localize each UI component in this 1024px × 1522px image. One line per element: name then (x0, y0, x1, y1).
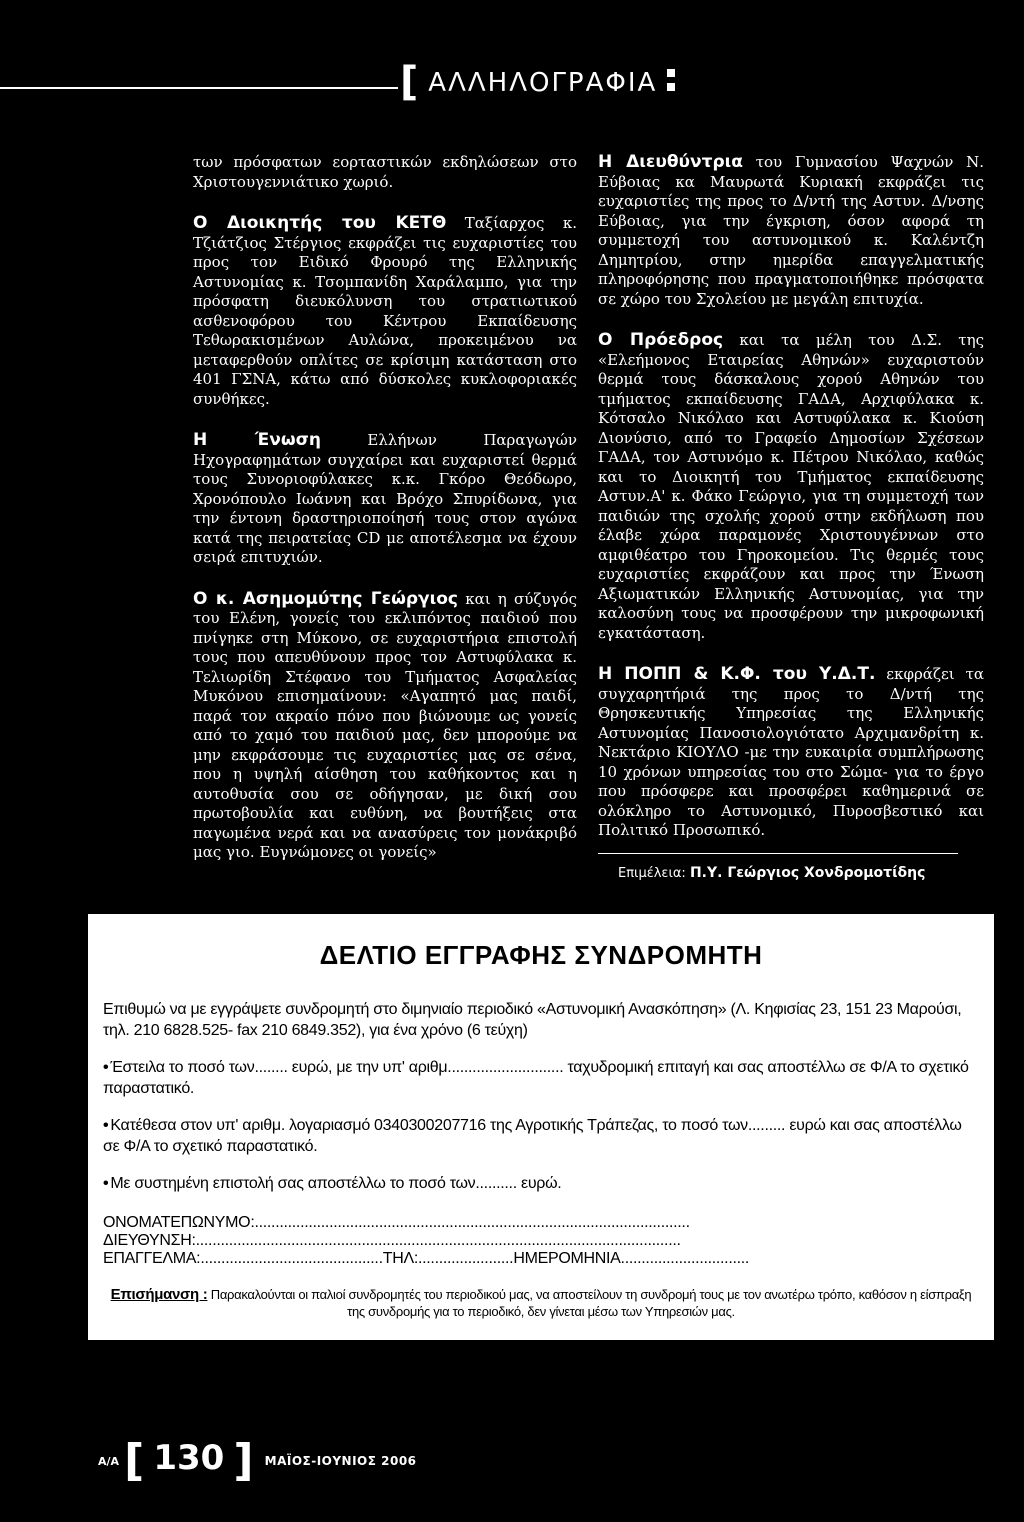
letter-text: Ταξίαρχος κ. Τζιάτζιος Στέργιος εκφράζει τις ευχαριστίες του προς τον Ειδικό Φρουρό της Ελληνικής Αστυνομίας κ. Τσομπανίδη Χαράλαμπο, για την πρόσφατη διευκόλυνση του στρατιωτικού ασθενοφόρου του Κέντρου Εκπαίδευσης Τεθωρακισμένων Αυλώνα, προκειμένου να μεταφερθούν οπλίτες σε κρίσιμη κατάσταση στο 401 ΓΣΝΑ, κάτω από δύσκολες κυκλοφοριακές συνθήκες. (193, 214, 577, 408)
note-label: Επισήμανση : (110, 1286, 208, 1303)
letter-text: του Γυμνασίου Ψαχνών Ν. Εύβοιας κα Μαυρωτά Κυριακή εκφράζει τις ευχαριστίες της προς το Δ/ντή της Αστυν. Δ/νσης Εύβοιας, για την έγκριση, όσον αφορά τη συμμετοχή του αστυνομικού κ. Καλέντζη Δημητρίου, στην ημερίδα επαγγελματικής πληροφόρησης που πραγματοποιήθηκε πρόσφατα σε χώρο του Σχολείου με μεγάλη επιτυχία. (598, 153, 984, 308)
note-text: Παρακαλούνται οι παλιοί συνδρομητές του περιοδικού μας, να αποστείλουν τη συνδρομή τους με τον ανωτέρω τρόπο, καθόσον η είσπραξη της συνδρομής για το περιοδικό, δεν γίνεται μέσω των Υπηρεσιών μας. (207, 1287, 972, 1319)
header-bracket: [ (400, 59, 421, 105)
editor-name: Π.Υ. Γεώργιος Χονδρομοτίδης (689, 864, 926, 881)
footer-bracket-close: ] (233, 1435, 254, 1486)
left-column (193, 153, 577, 885)
form-intro: Επιθυμώ να με εγγράψετε συνδρομητή στο διμηνιαίο περιοδικό «Αστυνομική Ανασκόπηση» (Λ. Κηφισίας 23, 151 23 Μαρούσι, τηλ. 210 6828.525- fax 210 6849.352), για ένα χρόνο (6 τεύχη) (103, 1001, 962, 1039)
payment-option-registered-letter[interactable]: • Με συστημένη επιστολή σας αποστέλλω το ποσό των.......... ευρώ. (103, 1175, 562, 1192)
section-header (400, 59, 675, 105)
page-footer (98, 1435, 417, 1486)
letter-text: Ελλήνων Παραγωγών Ηχογραφημάτων συγχαίρει και ευχαριστεί θερμά τους Συνοριοφύλακες κ.κ. Γκόρο Θεόδωρο, Χρονόπουλο Ιωάννη και Βρόχο Σπυρίδωνα, για την έντονη δραστηριοποίησή τους στον αγώνα κατά της πειρατείας CD με αποτέλεσμα να έχουν σειρά επιτυχιών. (193, 431, 577, 566)
payment-option-bank-deposit[interactable]: • Κατέθεσα στον υπ' αριθμ. λογαριασμό 0340300207716 της Αγροτικής Τράπεζας, το ποσό των......... ευρώ και σας αποστέλλω σε Φ/Α το σχετικό παραστατικό. (103, 1117, 962, 1155)
letter-paragraph: των πρόσφατων εορταστικών εκδηλώσεων στο Χριστουγεννιάτικο χωριό. (193, 153, 577, 191)
letter-paragraph (193, 590, 577, 863)
right-column (598, 153, 984, 883)
issue-date: ΜΑΪΟΣ-ΙΟΥΝΙΟΣ 2006 (264, 1454, 417, 1468)
letter-paragraph (598, 153, 984, 309)
footer-aa: Α/Α (98, 1455, 120, 1468)
letter-paragraph (598, 665, 984, 841)
address-field[interactable]: ΔΙΕΥΘΥΝΣΗ:..................................................................................................................... (103, 1232, 681, 1249)
bullet-icon: • (103, 1175, 109, 1192)
bullet-icon: • (103, 1059, 109, 1076)
letter-lead: Η ΠΟΠΠ & Κ.Φ. του Υ.Δ.Τ. (598, 664, 876, 684)
section-title: ΑΛΛΗΛΟΓΡΑΦΙΑ (428, 68, 658, 98)
profession-phone-date-field[interactable]: ΕΠΑΓΓΕΛΜΑ:............................................ΤΗΛ:.......................ΗΜΕΡΟΜΗΝΙΑ............................... (103, 1250, 750, 1267)
bullet-icon: • (103, 1117, 109, 1134)
form-note (103, 1286, 979, 1320)
letter-text: και η σύζυγός του Ελένη, γονείς του εκλιπόντος παιδιού που πνίγηκε στη Μύκονο, σε ευχαριστήρια επιστολή τους που απευθύνουν προς τον Αστυφύλακα κ. Τελιωρίδη Στέφανο του Τμήματος Ασφαλείας Μυκόνου επισημαίνουν: «Αγαπητό μας παιδί, παρά τον ακραίο πόνο που βιώνουμε ως γονείς από το χαμό του παιδιού μας, δεν μπορούμε να μην εκφράσουμε τις ευχαριστίες μας σε σένα, που η υψηλή αίσθηση του καθήκοντος και η αυτοθυσία σου σε οδήγησαν, με δική σου πρωτοβουλία και ευθύνη, να βουτήξεις στα παγωμένα νερά και να ανασύρεις τον μονάκριβό μας γιο. Ευγνώμονες οι γονείς» (193, 589, 577, 861)
editor-divider (598, 853, 958, 854)
letter-paragraph (193, 431, 577, 568)
editor-credit (598, 864, 984, 884)
subscription-form (88, 914, 994, 1340)
letter-lead: Ο κ. Ασημομύτης Γεώργιος (193, 588, 458, 609)
form-title: ΔΕΛΤΙΟ ΕΓΓΡΑΦΗΣ ΣΥΝΔΡΟΜΗΤΗ (319, 940, 763, 970)
letter-text: εκφράζει τα συγχαρητήριά της προς το Δ/ντή της Θρησκευτικής Υπηρεσίας της Ελληνικής Αστυνομίας Πανοσιολογιότατο Αρχιμανδρίτη κ. Νεκτάριο ΚΙΟΥΛΟ -με την ευκαιρία συμπλήρωσης 10 χρόνων υπηρεσίας του στο Σώμα- για το έργο που πρόσφερε και προσφέρει καθημερινά σε ολόκληρο το Αστυνομικό, Πυροσβεστικό και Πολιτικό Προσωπικό. (598, 665, 985, 839)
form-fields (103, 1214, 979, 1268)
letter-lead: Η Διευθύντρια (598, 152, 743, 172)
letter-paragraph (598, 331, 984, 643)
letter-paragraph (193, 214, 577, 409)
letter-lead: Ο Διοικητής του ΚΕΤΘ (193, 213, 447, 233)
editor-label: Επιμέλεια: (618, 865, 686, 881)
header-rule (0, 87, 398, 89)
letter-text: και τα μέλη του Δ.Σ. της «Ελεήμονος Εταιρείας Αθηνών» ευχαριστούν θερμά τους δάσκαλους χορού Αθηνών του τμήματος εκπαίδευσης ΓΑΔΑ, Αρχιφύλακα κ. Κότσαλο Νικόλαο και Αστυφύλακα κ. Κιούση Διονύσιο, από το Γραφείο Δημοσίων Σχέσεων ΓΑΔΑ, τον Αστυνόμο κ. Πέτρου Νικόλαο, καθώς και το Διοικητή του Τμήματος εκπαίδευσης Αστυν.Α' κ. Φάκο Γεώργιο, για τη συμμετοχή των παιδιών της σχολής χορού στην εκδήλωση που έλαβε χώρα παραμονές Χριστουγέννων στο αμφιθέατρο του Γηροκομείου. Τις θερμές τους ευχαριστίες εκφράζουν και προς την Ένωση Αξιωματικών Ελληνικής Αστυνομίας, για την καλοσύνη τους να προσφέρουν την μικροφωνική εγκατάσταση. (598, 331, 984, 642)
header-squares-icon (667, 69, 675, 77)
payment-option-money-order[interactable]: • Έστειλα το ποσό των........ ευρώ, με την υπ' αριθμ............................ ταχυδρομική επιταγή και σας αποστέλλω σε Φ/Α το σχετικό παραστατικό. (103, 1059, 969, 1097)
letter-lead: Ο Πρόεδρος (598, 330, 724, 350)
footer-bracket-open: [ (124, 1435, 145, 1486)
letter-lead: Η Ένωση (193, 430, 321, 450)
page-number: 130 (153, 1438, 225, 1478)
name-field[interactable]: ΟΝΟΜΑΤΕΠΩΝΥΜΟ:......................................................................................................... (103, 1214, 690, 1231)
